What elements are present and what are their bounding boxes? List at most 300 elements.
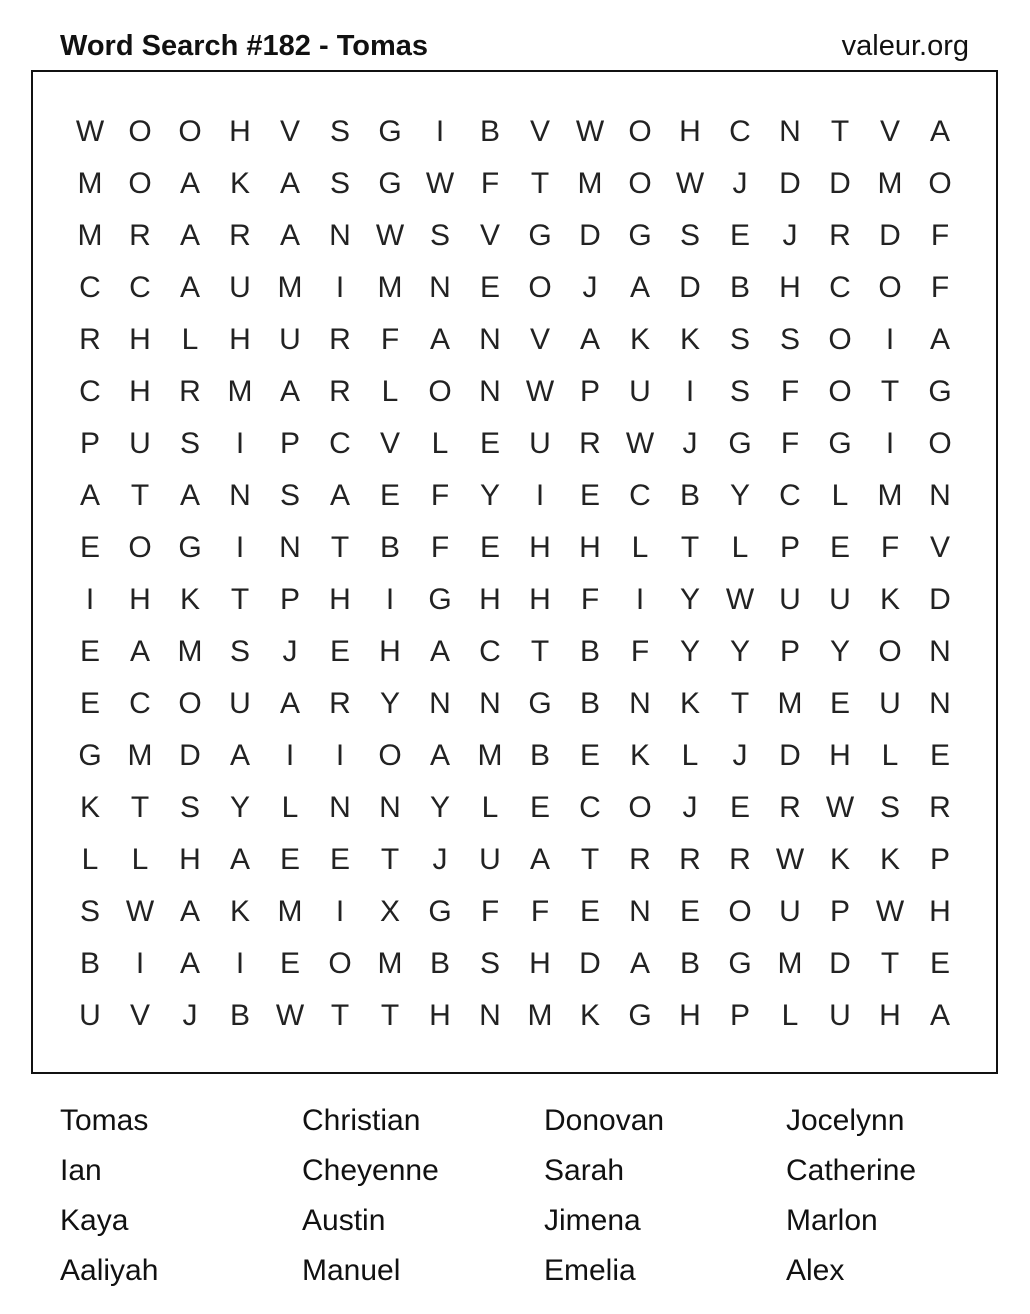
grid-cell[interactable]: W [425, 167, 455, 200]
grid-cell[interactable]: Y [729, 479, 750, 512]
grid-cell[interactable]: A [179, 479, 200, 512]
grid-cell[interactable]: E [929, 947, 950, 980]
grid-cell[interactable]: D [829, 947, 851, 980]
grid-cell[interactable]: A [929, 115, 950, 148]
grid-cell[interactable]: L [831, 479, 849, 512]
grid-cell[interactable]: N [429, 271, 451, 304]
grid-cell[interactable]: T [730, 687, 750, 720]
grid-cell[interactable]: K [229, 895, 250, 928]
grid-cell[interactable]: R [829, 219, 851, 252]
grid-cell[interactable]: Y [729, 635, 750, 668]
grid-cell[interactable]: C [629, 479, 651, 512]
grid-cell[interactable]: G [928, 375, 952, 408]
grid-cell[interactable]: Y [479, 479, 500, 512]
grid-cell[interactable]: O [828, 375, 852, 408]
grid-cell[interactable]: U [129, 427, 151, 460]
grid-cell[interactable]: L [481, 791, 499, 824]
grid-cell[interactable]: A [279, 167, 300, 200]
grid-cell[interactable]: E [479, 531, 500, 564]
grid-cell[interactable]: V [279, 115, 300, 148]
grid-cell[interactable]: S [679, 219, 700, 252]
grid-cell[interactable]: O [828, 323, 852, 356]
grid-cell[interactable]: L [681, 739, 699, 772]
grid-cell[interactable]: I [535, 479, 545, 512]
grid-cell[interactable]: U [779, 583, 801, 616]
grid-cell[interactable]: F [930, 271, 950, 304]
grid-cell[interactable]: U [779, 895, 801, 928]
grid-cell[interactable]: F [480, 167, 500, 200]
grid-cell[interactable]: T [380, 999, 400, 1032]
grid-cell[interactable]: W [375, 219, 405, 252]
grid-cell[interactable]: N [329, 791, 351, 824]
grid-cell[interactable]: H [929, 895, 951, 928]
grid-cell[interactable]: H [779, 271, 801, 304]
grid-cell[interactable]: T [130, 479, 150, 512]
grid-cell[interactable]: F [480, 895, 500, 928]
grid-cell[interactable]: U [879, 687, 901, 720]
grid-cell[interactable]: O [728, 895, 752, 928]
grid-cell[interactable]: H [529, 531, 551, 564]
grid-cell[interactable]: N [329, 219, 351, 252]
grid-cell[interactable]: A [629, 947, 650, 980]
grid-cell[interactable]: F [630, 635, 650, 668]
grid-cell[interactable]: V [129, 999, 150, 1032]
grid-cell[interactable]: S [479, 947, 500, 980]
grid-cell[interactable]: F [430, 531, 450, 564]
grid-cell[interactable]: U [479, 843, 501, 876]
grid-cell[interactable]: A [329, 479, 350, 512]
grid-cell[interactable]: C [829, 271, 851, 304]
grid-cell[interactable]: K [629, 739, 650, 772]
grid-cell[interactable]: M [877, 167, 903, 200]
grid-cell[interactable]: J [782, 219, 798, 252]
grid-cell[interactable]: R [579, 427, 601, 460]
grid-cell[interactable]: C [729, 115, 751, 148]
grid-cell[interactable]: G [628, 219, 652, 252]
grid-cell[interactable]: C [79, 375, 101, 408]
grid-cell[interactable]: O [178, 115, 202, 148]
grid-cell[interactable]: U [829, 583, 851, 616]
grid-cell[interactable]: O [128, 115, 152, 148]
grid-cell[interactable]: H [179, 843, 201, 876]
grid-cell[interactable]: T [380, 843, 400, 876]
grid-cell[interactable]: I [285, 739, 295, 772]
grid-cell[interactable]: S [779, 323, 800, 356]
grid-cell[interactable]: H [379, 635, 401, 668]
grid-cell[interactable]: M [77, 167, 103, 200]
grid-cell[interactable]: S [179, 427, 200, 460]
grid-cell[interactable]: M [527, 999, 553, 1032]
grid-cell[interactable]: L [131, 843, 149, 876]
grid-cell[interactable]: H [129, 375, 151, 408]
grid-cell[interactable]: A [429, 323, 450, 356]
grid-cell[interactable]: E [579, 895, 600, 928]
grid-cell[interactable]: S [179, 791, 200, 824]
grid-cell[interactable]: T [580, 843, 600, 876]
grid-cell[interactable]: S [329, 115, 350, 148]
grid-cell[interactable]: C [579, 791, 601, 824]
grid-cell[interactable]: M [277, 895, 303, 928]
grid-cell[interactable]: O [928, 167, 952, 200]
grid-cell[interactable]: H [529, 583, 551, 616]
grid-cell[interactable]: E [329, 843, 350, 876]
grid-cell[interactable]: R [629, 843, 651, 876]
grid-cell[interactable]: L [81, 843, 99, 876]
grid-cell[interactable]: I [385, 583, 395, 616]
grid-cell[interactable]: O [878, 635, 902, 668]
grid-cell[interactable]: X [379, 895, 400, 928]
grid-cell[interactable]: K [829, 843, 850, 876]
grid-cell[interactable]: H [429, 999, 451, 1032]
grid-cell[interactable]: P [779, 635, 800, 668]
grid-cell[interactable]: L [381, 375, 399, 408]
grid-cell[interactable]: L [431, 427, 449, 460]
grid-cell[interactable]: Y [679, 635, 700, 668]
grid-cell[interactable]: R [929, 791, 951, 824]
grid-cell[interactable]: A [179, 271, 200, 304]
grid-cell[interactable]: C [79, 271, 101, 304]
grid-cell[interactable]: T [830, 115, 850, 148]
grid-cell[interactable]: P [729, 999, 750, 1032]
grid-cell[interactable]: B [379, 531, 400, 564]
grid-cell[interactable]: G [378, 115, 402, 148]
grid-cell[interactable]: B [579, 687, 600, 720]
grid-cell[interactable]: T [880, 375, 900, 408]
grid-cell[interactable]: D [779, 739, 801, 772]
grid-cell[interactable]: U [629, 375, 651, 408]
grid-cell[interactable]: E [329, 635, 350, 668]
grid-cell[interactable]: M [127, 739, 153, 772]
grid-cell[interactable]: F [580, 583, 600, 616]
grid-cell[interactable]: J [432, 843, 448, 876]
grid-cell[interactable]: N [479, 323, 501, 356]
grid-cell[interactable]: J [732, 167, 748, 200]
grid-cell[interactable]: F [880, 531, 900, 564]
grid-cell[interactable]: S [729, 323, 750, 356]
grid-cell[interactable]: H [329, 583, 351, 616]
grid-cell[interactable]: A [429, 739, 450, 772]
grid-cell[interactable]: A [579, 323, 600, 356]
grid-cell[interactable]: E [79, 635, 100, 668]
grid-cell[interactable]: P [279, 583, 300, 616]
grid-cell[interactable]: M [227, 375, 253, 408]
grid-cell[interactable]: J [682, 791, 698, 824]
grid-cell[interactable]: J [182, 999, 198, 1032]
grid-cell[interactable]: F [780, 375, 800, 408]
grid-cell[interactable]: V [929, 531, 950, 564]
grid-cell[interactable]: H [229, 323, 251, 356]
grid-cell[interactable]: C [779, 479, 801, 512]
grid-cell[interactable]: W [575, 115, 605, 148]
grid-cell[interactable]: M [577, 167, 603, 200]
grid-cell[interactable]: N [629, 687, 651, 720]
grid-cell[interactable]: L [631, 531, 649, 564]
grid-cell[interactable]: R [329, 375, 351, 408]
grid-cell[interactable]: A [129, 635, 150, 668]
grid-cell[interactable]: J [682, 427, 698, 460]
grid-cell[interactable]: M [777, 947, 803, 980]
grid-cell[interactable]: O [528, 271, 552, 304]
grid-cell[interactable]: A [179, 167, 200, 200]
grid-cell[interactable]: S [879, 791, 900, 824]
grid-cell[interactable]: W [875, 895, 905, 928]
grid-cell[interactable]: W [275, 999, 305, 1032]
grid-cell[interactable]: D [679, 271, 701, 304]
grid-cell[interactable]: R [229, 219, 251, 252]
grid-cell[interactable]: E [79, 531, 100, 564]
grid-cell[interactable]: D [579, 219, 601, 252]
grid-cell[interactable]: G [728, 947, 752, 980]
grid-cell[interactable]: G [428, 583, 452, 616]
grid-cell[interactable]: W [75, 115, 105, 148]
grid-cell[interactable]: A [429, 635, 450, 668]
grid-cell[interactable]: T [230, 583, 250, 616]
grid-cell[interactable]: N [629, 895, 651, 928]
grid-cell[interactable]: W [725, 583, 755, 616]
grid-cell[interactable]: D [829, 167, 851, 200]
grid-cell[interactable]: O [628, 167, 652, 200]
grid-cell[interactable]: G [178, 531, 202, 564]
grid-cell[interactable]: D [879, 219, 901, 252]
grid-cell[interactable]: A [179, 947, 200, 980]
grid-cell[interactable]: U [279, 323, 301, 356]
grid-cell[interactable]: C [329, 427, 351, 460]
grid-cell[interactable]: G [528, 219, 552, 252]
grid-cell[interactable]: K [79, 791, 100, 824]
grid-cell[interactable]: T [880, 947, 900, 980]
grid-cell[interactable]: N [929, 479, 951, 512]
grid-cell[interactable]: Y [829, 635, 850, 668]
grid-cell[interactable]: S [79, 895, 100, 928]
grid-cell[interactable]: T [330, 999, 350, 1032]
grid-cell[interactable]: I [685, 375, 695, 408]
grid-cell[interactable]: N [779, 115, 801, 148]
grid-cell[interactable]: U [79, 999, 101, 1032]
grid-cell[interactable]: L [731, 531, 749, 564]
grid-cell[interactable]: M [377, 271, 403, 304]
grid-cell[interactable]: K [229, 167, 250, 200]
grid-cell[interactable]: C [479, 635, 501, 668]
grid-cell[interactable]: B [429, 947, 450, 980]
grid-cell[interactable]: F [380, 323, 400, 356]
grid-cell[interactable]: A [629, 271, 650, 304]
grid-cell[interactable]: B [679, 479, 700, 512]
grid-cell[interactable]: R [179, 375, 201, 408]
grid-cell[interactable]: J [582, 271, 598, 304]
grid-cell[interactable]: N [479, 687, 501, 720]
grid-cell[interactable]: T [330, 531, 350, 564]
grid-cell[interactable]: V [879, 115, 900, 148]
grid-cell[interactable]: R [329, 687, 351, 720]
grid-cell[interactable]: A [279, 375, 300, 408]
grid-cell[interactable]: K [179, 583, 200, 616]
grid-cell[interactable]: P [929, 843, 950, 876]
grid-cell[interactable]: R [79, 323, 101, 356]
grid-cell[interactable]: I [135, 947, 145, 980]
grid-cell[interactable]: D [929, 583, 951, 616]
grid-cell[interactable]: H [479, 583, 501, 616]
grid-cell[interactable]: B [479, 115, 500, 148]
grid-cell[interactable]: G [528, 687, 552, 720]
grid-cell[interactable]: E [279, 947, 300, 980]
grid-cell[interactable]: A [279, 219, 300, 252]
grid-cell[interactable]: R [779, 791, 801, 824]
grid-cell[interactable]: W [825, 791, 855, 824]
grid-cell[interactable]: I [885, 323, 895, 356]
grid-cell[interactable]: A [179, 895, 200, 928]
grid-cell[interactable]: E [479, 427, 500, 460]
grid-cell[interactable]: N [929, 687, 951, 720]
grid-cell[interactable]: M [77, 219, 103, 252]
grid-cell[interactable]: W [525, 375, 555, 408]
grid-cell[interactable]: O [628, 791, 652, 824]
grid-cell[interactable]: D [779, 167, 801, 200]
grid-cell[interactable]: E [829, 687, 850, 720]
grid-cell[interactable]: S [729, 375, 750, 408]
grid-cell[interactable]: I [435, 115, 445, 148]
grid-cell[interactable]: O [178, 687, 202, 720]
grid-cell[interactable]: W [625, 427, 655, 460]
grid-cell[interactable]: J [732, 739, 748, 772]
grid-cell[interactable]: I [235, 531, 245, 564]
grid-cell[interactable]: E [729, 791, 750, 824]
grid-cell[interactable]: G [628, 999, 652, 1032]
grid-cell[interactable]: G [78, 739, 102, 772]
grid-cell[interactable]: I [335, 271, 345, 304]
grid-cell[interactable]: U [229, 271, 251, 304]
grid-cell[interactable]: S [429, 219, 450, 252]
grid-cell[interactable]: H [879, 999, 901, 1032]
grid-cell[interactable]: D [579, 947, 601, 980]
grid-cell[interactable]: A [929, 323, 950, 356]
grid-cell[interactable]: Y [229, 791, 250, 824]
grid-cell[interactable]: S [329, 167, 350, 200]
grid-cell[interactable]: P [79, 427, 100, 460]
grid-cell[interactable]: L [281, 791, 299, 824]
grid-cell[interactable]: W [675, 167, 705, 200]
grid-cell[interactable]: B [79, 947, 100, 980]
grid-cell[interactable]: A [529, 843, 550, 876]
grid-cell[interactable]: R [329, 323, 351, 356]
grid-cell[interactable]: G [828, 427, 852, 460]
grid-cell[interactable]: T [130, 791, 150, 824]
grid-cell[interactable]: M [777, 687, 803, 720]
grid-cell[interactable]: K [579, 999, 600, 1032]
grid-cell[interactable]: N [479, 375, 501, 408]
grid-cell[interactable]: F [430, 479, 450, 512]
grid-cell[interactable]: O [428, 375, 452, 408]
grid-cell[interactable]: R [729, 843, 751, 876]
grid-cell[interactable]: K [679, 687, 700, 720]
grid-cell[interactable]: N [429, 687, 451, 720]
grid-cell[interactable]: N [279, 531, 301, 564]
grid-cell[interactable]: U [529, 427, 551, 460]
grid-cell[interactable]: N [929, 635, 951, 668]
grid-cell[interactable]: G [428, 895, 452, 928]
grid-cell[interactable]: W [775, 843, 805, 876]
grid-cell[interactable]: K [879, 843, 900, 876]
grid-cell[interactable]: B [529, 739, 550, 772]
grid-cell[interactable]: B [579, 635, 600, 668]
grid-cell[interactable]: P [829, 895, 850, 928]
grid-cell[interactable]: I [85, 583, 95, 616]
grid-cell[interactable]: E [529, 791, 550, 824]
grid-cell[interactable]: I [335, 739, 345, 772]
grid-cell[interactable]: V [479, 219, 500, 252]
grid-cell[interactable]: U [829, 999, 851, 1032]
grid-cell[interactable]: I [235, 427, 245, 460]
grid-cell[interactable]: P [279, 427, 300, 460]
grid-cell[interactable]: B [229, 999, 250, 1032]
grid-cell[interactable]: H [679, 999, 701, 1032]
grid-cell[interactable]: E [579, 739, 600, 772]
grid-cell[interactable]: T [680, 531, 700, 564]
grid-cell[interactable]: C [129, 687, 151, 720]
grid-cell[interactable]: A [79, 479, 100, 512]
grid-cell[interactable]: M [177, 635, 203, 668]
grid-cell[interactable]: G [728, 427, 752, 460]
grid-cell[interactable]: E [279, 843, 300, 876]
grid-cell[interactable]: M [277, 271, 303, 304]
grid-cell[interactable]: E [679, 895, 700, 928]
grid-cell[interactable]: A [279, 687, 300, 720]
grid-cell[interactable]: H [129, 323, 151, 356]
grid-cell[interactable]: E [579, 479, 600, 512]
grid-cell[interactable]: W [125, 895, 155, 928]
grid-cell[interactable]: Y [679, 583, 700, 616]
grid-cell[interactable]: K [679, 323, 700, 356]
grid-cell[interactable]: P [779, 531, 800, 564]
grid-cell[interactable]: O [128, 167, 152, 200]
grid-cell[interactable]: D [179, 739, 201, 772]
grid-cell[interactable]: F [780, 427, 800, 460]
grid-cell[interactable]: M [477, 739, 503, 772]
grid-cell[interactable]: H [579, 531, 601, 564]
grid-cell[interactable]: O [878, 271, 902, 304]
grid-cell[interactable]: A [929, 999, 950, 1032]
grid-cell[interactable]: Y [429, 791, 450, 824]
grid-cell[interactable]: E [829, 531, 850, 564]
grid-cell[interactable]: G [378, 167, 402, 200]
grid-cell[interactable]: M [377, 947, 403, 980]
grid-cell[interactable]: A [229, 739, 250, 772]
grid-cell[interactable]: R [679, 843, 701, 876]
grid-cell[interactable]: T [530, 635, 550, 668]
grid-cell[interactable]: I [235, 947, 245, 980]
grid-cell[interactable]: O [128, 531, 152, 564]
grid-cell[interactable]: E [379, 479, 400, 512]
grid-cell[interactable]: H [679, 115, 701, 148]
grid-cell[interactable]: P [579, 375, 600, 408]
grid-cell[interactable]: S [279, 479, 300, 512]
grid-cell[interactable]: B [679, 947, 700, 980]
grid-cell[interactable]: F [930, 219, 950, 252]
grid-cell[interactable]: J [282, 635, 298, 668]
grid-cell[interactable]: F [530, 895, 550, 928]
grid-cell[interactable]: L [781, 999, 799, 1032]
grid-cell[interactable]: O [378, 739, 402, 772]
grid-cell[interactable]: E [79, 687, 100, 720]
grid-cell[interactable]: H [229, 115, 251, 148]
grid-cell[interactable]: N [379, 791, 401, 824]
grid-cell[interactable]: E [729, 219, 750, 252]
grid-cell[interactable]: N [229, 479, 251, 512]
grid-cell[interactable]: B [729, 271, 750, 304]
grid-cell[interactable]: E [479, 271, 500, 304]
grid-cell[interactable]: H [829, 739, 851, 772]
grid-cell[interactable]: I [885, 427, 895, 460]
grid-cell[interactable]: V [529, 115, 550, 148]
